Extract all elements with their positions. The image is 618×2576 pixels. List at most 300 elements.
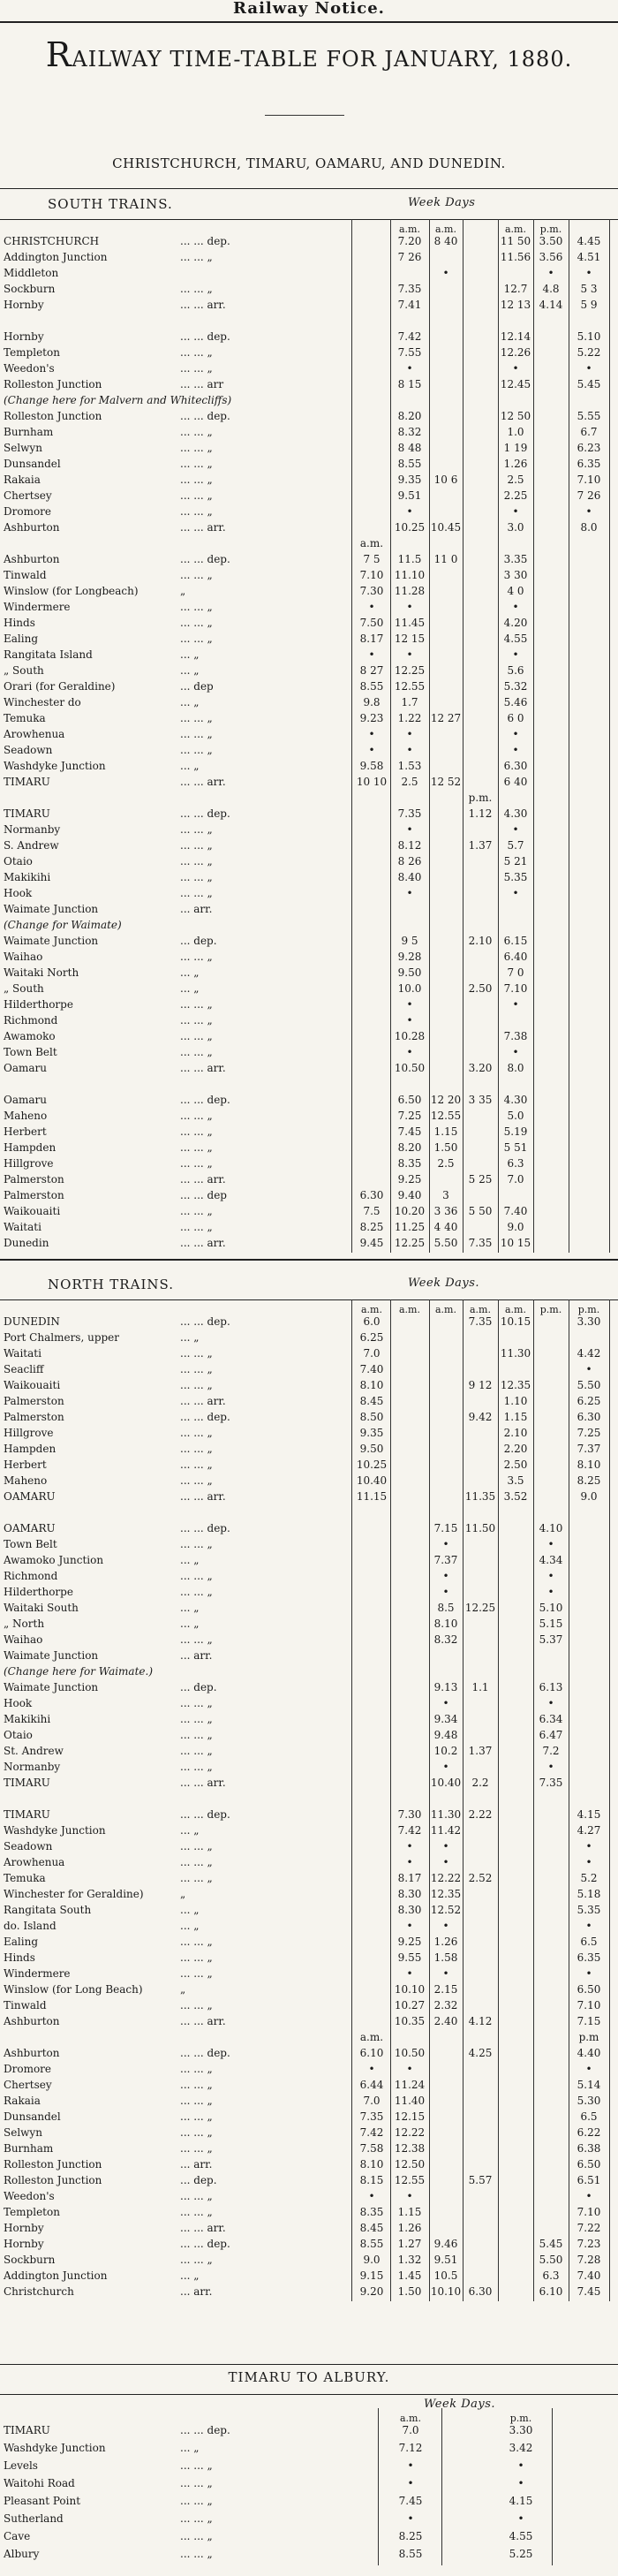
time-cell: 8.40 (397, 871, 422, 883)
arr-dep-marker: ... ... „ (180, 1427, 213, 1439)
time-cell: 8 40 (433, 235, 458, 247)
arr-dep-marker: „ (180, 585, 186, 597)
table-row (0, 1506, 618, 1519)
south-title: SOUTH TRAINS. (48, 196, 173, 212)
arr-dep-marker: ... ... „ (180, 1474, 213, 1487)
time-cell: 5.35 (577, 1904, 601, 1916)
arr-dep-marker: „ (180, 1888, 186, 1900)
time-cell: 7.41 (397, 299, 422, 311)
time-cell: 5.55 (577, 410, 601, 422)
arr-dep-marker: ... ... „ (180, 1840, 213, 1852)
time-cell: 4.40 (577, 2047, 601, 2059)
time-cell: 11.25 (394, 1221, 426, 1233)
time-cell: 11 0 (433, 553, 458, 565)
time-cell: 12.14 (500, 330, 531, 343)
time-cell: • (547, 1570, 554, 1582)
south-head-rule (0, 219, 618, 220)
time-cell: 7.20 (397, 235, 422, 247)
time-cell: • (368, 2190, 375, 2202)
table-row (0, 2190, 618, 2203)
time-cell: 5.18 (577, 1888, 601, 1900)
time-cell: 7.35 (539, 1777, 563, 1789)
station-name: Waitaki North (4, 966, 79, 979)
time-cell: 8.30 (397, 1888, 422, 1900)
table-row (0, 569, 618, 582)
station-name: CHRISTCHURCH (4, 235, 100, 247)
table-row (0, 1315, 618, 1329)
table-row (0, 2477, 618, 2490)
time-cell: 3.5 (507, 1474, 524, 1487)
station-name: Dromore (4, 505, 52, 518)
time-cell: 1.0 (507, 426, 524, 438)
table-row (0, 2459, 618, 2473)
table-row (0, 1125, 618, 1139)
table-row (0, 1363, 618, 1376)
time-cell: 6.23 (577, 442, 601, 454)
time-cell: 5.22 (577, 346, 601, 359)
station-name: Waikouaiti (4, 1379, 61, 1391)
arr-dep-marker: ... ... dep. (180, 2047, 230, 2059)
time-cell: 8.55 (359, 2238, 384, 2250)
arr-dep-marker: ... ... dep. (180, 1522, 230, 1534)
time-cell: 7 0 (507, 966, 524, 979)
table-row (0, 760, 618, 773)
time-cell: • (585, 1920, 592, 1932)
station-name: do. Island (4, 1920, 57, 1932)
station-name: Ealing (4, 1936, 38, 1948)
station-name: Sockburn (4, 283, 56, 295)
time-cell: 7.50 (359, 617, 384, 629)
page-title (0, 35, 618, 74)
time-cell: 7.10 (577, 2206, 601, 2218)
column-header: p.m. (539, 1304, 562, 1315)
time-cell: 8.0 (580, 521, 598, 534)
time-cell: 8.32 (433, 1633, 458, 1646)
time-cell: 9.50 (397, 966, 422, 979)
time-cell: 7.40 (359, 1363, 384, 1375)
time-cell: 10.5 (433, 2269, 458, 2282)
column-rule (441, 2408, 442, 2565)
arr-dep-marker: ... ... dep. (180, 1315, 230, 1328)
table-row (0, 935, 618, 948)
time-cell: 1.15 (433, 1125, 458, 1138)
time-cell: 10.2 (433, 1745, 458, 1757)
arr-dep-marker: ... ... „ (180, 1141, 213, 1154)
time-cell: • (406, 998, 413, 1011)
time-cell: 1.15 (503, 1411, 528, 1423)
station-name: TIMARU (4, 1777, 50, 1789)
time-cell: 8 27 (359, 664, 384, 677)
station-name: Port Chalmers, upper (4, 1331, 120, 1344)
time-cell: 7.35 (468, 1237, 493, 1249)
station-name: Rangitata South (4, 1904, 92, 1916)
time-cell: • (547, 1761, 554, 1773)
table-row (0, 966, 618, 980)
arr-dep-marker: ... ... „ (180, 489, 213, 502)
table-row (0, 871, 618, 884)
time-cell: 11.35 (464, 1490, 496, 1503)
table-row (0, 680, 618, 693)
station-name: (Change here for Malvern and Whitecliffs) (4, 394, 232, 406)
table-row (0, 2424, 618, 2437)
column-header: a.m. (399, 1304, 420, 1315)
time-cell: 12.55 (394, 2174, 426, 2186)
station-name: Palmerston (4, 1411, 64, 1423)
column-rule (351, 219, 352, 1253)
time-cell: 11.24 (394, 2079, 426, 2091)
time-cell: 7.2 (542, 1745, 560, 1757)
arr-dep-marker: ... ... dep. (180, 553, 230, 565)
table-row (0, 442, 618, 455)
arr-dep-marker: ... ... „ (180, 2512, 213, 2525)
column-rule (498, 219, 499, 1253)
column-header: p.m. (539, 224, 562, 235)
table-row (0, 2269, 618, 2283)
table-row (0, 648, 618, 662)
time-cell: 12.7 (503, 283, 528, 295)
arr-dep-marker: ... ... „ (180, 617, 213, 629)
station-name: Cave (4, 2530, 31, 2542)
table-row (0, 1141, 618, 1155)
table-row (0, 314, 618, 328)
time-cell: • (517, 2459, 524, 2472)
time-cell: 12.55 (394, 680, 426, 693)
station-name: Dromore (4, 2063, 52, 2075)
arr-dep-marker: ... ... „ (180, 728, 213, 740)
time-cell: 5 51 (503, 1141, 528, 1154)
time-cell: 4.15 (509, 2495, 533, 2507)
time-cell: 7.28 (577, 2254, 601, 2266)
column-header: a.m. (361, 1304, 382, 1315)
south-column-header (0, 223, 618, 236)
arr-dep-marker: ... ... „ (180, 362, 213, 375)
station-name: Palmerston (4, 1395, 64, 1407)
time-cell: 5.30 (577, 2095, 601, 2107)
time-cell: 1.58 (433, 1951, 458, 1964)
time-cell: 1.1 (471, 1681, 489, 1693)
time-cell: 4.25 (468, 2047, 493, 2059)
time-cell: 3.30 (577, 1315, 601, 1328)
time-cell: 12.22 (430, 1872, 462, 1884)
time-cell: 6.50 (577, 1983, 601, 1996)
arr-dep-marker: ... ... „ (180, 2477, 213, 2489)
column-header: a.m. (505, 224, 526, 235)
time-cell: 1.12 (468, 807, 493, 820)
arr-dep-marker: ... ... „ (180, 1125, 213, 1138)
table-row (0, 887, 618, 900)
time-cell: 9.48 (433, 1729, 458, 1741)
table-row (0, 489, 618, 503)
time-cell: • (585, 267, 592, 279)
column-rule (429, 1299, 430, 2301)
time-cell: 12 52 (430, 776, 462, 788)
time-cell: • (547, 1538, 554, 1550)
table-row (0, 1618, 618, 1631)
time-cell: • (406, 2063, 413, 2075)
time-cell: a.m. (359, 2031, 384, 2043)
table-row (0, 1792, 618, 1806)
time-cell: 10.50 (394, 2047, 426, 2059)
time-cell: 8.0 (507, 1062, 524, 1074)
station-name: Richmond (4, 1570, 58, 1582)
arr-dep-marker: ... ... „ (180, 1110, 213, 1122)
time-cell: • (407, 2512, 414, 2525)
time-cell: 7 5 (363, 553, 381, 565)
time-cell: 9.35 (359, 1427, 384, 1439)
arr-dep-marker: ... ... „ (180, 505, 213, 518)
table-row (0, 1920, 618, 1933)
column-rule (463, 1299, 464, 2301)
time-cell: 8.10 (359, 2158, 384, 2171)
time-cell: 2.5 (507, 474, 524, 486)
time-cell: 5.19 (503, 1125, 528, 1138)
time-cell: 12 50 (500, 410, 531, 422)
route-heading: CHRISTCHURCH, TIMARU, OAMARU, AND DUNEDIN. (112, 155, 506, 171)
time-cell: • (442, 1586, 449, 1598)
station-name: Tinwald (4, 569, 47, 581)
arr-dep-marker: ... ... „ (180, 1046, 213, 1058)
time-cell: 7.15 (577, 2015, 601, 2027)
arr-dep-marker: ... ... arr. (180, 1173, 226, 1186)
table-row (0, 664, 618, 678)
table-row (0, 267, 618, 280)
table-row (0, 2442, 618, 2455)
time-cell: 9.25 (397, 1936, 422, 1948)
time-cell: 3.52 (503, 1490, 528, 1503)
time-cell: 6.3 (507, 1157, 524, 1170)
station-name: Hook (4, 887, 33, 899)
arr-dep-marker: ... ... arr. (180, 1237, 226, 1249)
table-row (0, 1458, 618, 1472)
table-row (0, 1951, 618, 1965)
column-rule (533, 1299, 534, 2301)
table-row (0, 1157, 618, 1171)
station-name: Hillgrove (4, 1427, 54, 1439)
table-row (0, 1189, 618, 1202)
station-name: Waitati (4, 1221, 41, 1233)
time-cell: • (547, 1697, 554, 1709)
time-cell: 10.25 (394, 521, 426, 534)
time-cell: 12 20 (430, 1094, 462, 1106)
time-cell: 10.28 (394, 1030, 426, 1042)
time-cell: 6.0 (363, 1315, 381, 1328)
table-row (0, 1062, 618, 1075)
time-cell: • (512, 823, 519, 836)
time-cell: • (442, 1697, 449, 1709)
station-name: Otaio (4, 855, 33, 868)
time-cell: 5.45 (577, 378, 601, 390)
station-name: Maheno (4, 1110, 48, 1122)
time-cell: 6.10 (539, 2285, 563, 2298)
station-name: Oamaru (4, 1062, 47, 1074)
arr-dep-marker: ... dep. (180, 935, 217, 947)
time-cell: 6.44 (359, 2079, 384, 2091)
station-name: Waimate Junction (4, 903, 99, 915)
arr-dep-marker: ... ... „ (180, 2548, 213, 2560)
column-rule (390, 1299, 391, 2301)
table-row (0, 1030, 618, 1043)
time-cell: 2.32 (433, 1999, 458, 2012)
time-cell: 2.5 (437, 1157, 455, 1170)
time-cell: 5.50 (539, 2254, 563, 2266)
time-cell: 8.15 (359, 2174, 384, 2186)
station-name: Orari (for Geraldine) (4, 680, 116, 693)
arr-dep-marker: ... ... „ (180, 346, 213, 359)
time-cell: 10.27 (394, 1999, 426, 2012)
station-name: Dunsandel (4, 458, 61, 470)
time-cell: 2.40 (433, 2015, 458, 2027)
time-cell: • (512, 648, 519, 661)
arr-dep-marker: ... ... dep. (180, 1411, 230, 1423)
time-cell: 8.20 (397, 410, 422, 422)
station-name: TIMARU (4, 1808, 50, 1821)
time-cell: 7.42 (397, 1824, 422, 1837)
station-name: (Change here for Waimate.) (4, 1665, 154, 1678)
time-cell: • (585, 2190, 592, 2202)
arr-dep-marker: ... ... „ (180, 871, 213, 883)
arr-dep-marker: ... „ (180, 760, 200, 772)
column-rule (390, 219, 391, 1253)
station-name: DUNEDIN (4, 1315, 60, 1328)
time-cell: 7.10 (503, 982, 528, 995)
time-cell: • (585, 1856, 592, 1868)
station-name: Rolleston Junction (4, 2174, 102, 2186)
arr-dep-marker: ... ... „ (180, 1761, 213, 1773)
column-header: a.m. (435, 1304, 456, 1315)
table-row (0, 537, 618, 550)
table-row (0, 744, 618, 757)
time-cell: 9.51 (397, 489, 422, 502)
station-name: Dunsandel (4, 2110, 61, 2123)
column-header: p.m. (509, 2413, 532, 2424)
arr-dep-marker: ... ... „ (180, 1967, 213, 1980)
time-cell: 7.0 (363, 2095, 381, 2107)
albury-top-rule (0, 2394, 618, 2395)
time-cell: 4.10 (539, 1522, 563, 1534)
time-cell: 8.32 (397, 426, 422, 438)
arr-dep-marker: ... ... „ (180, 712, 213, 724)
arr-dep-marker: ... ... arr. (180, 1395, 226, 1407)
column-header: a.m. (400, 2413, 421, 2424)
table-row (0, 823, 618, 837)
column-header: a.m. (399, 224, 420, 235)
table-row (0, 1761, 618, 1774)
arr-dep-marker: ... ... „ (180, 1014, 213, 1027)
time-cell: 7.37 (433, 1554, 458, 1566)
time-cell: 11.15 (356, 1490, 388, 1503)
time-cell: 4.8 (542, 283, 560, 295)
station-name: Town Belt (4, 1046, 57, 1058)
time-cell: • (368, 744, 375, 756)
time-cell: • (547, 267, 554, 279)
time-cell: 12.25 (394, 1237, 426, 1249)
arr-dep-marker: ... „ (180, 982, 200, 995)
station-name: Normanby (4, 1761, 61, 1773)
time-cell: • (407, 2459, 414, 2472)
arr-dep-marker: ... „ (180, 2269, 200, 2282)
time-cell: • (442, 1570, 449, 1582)
station-name: „ South (4, 982, 44, 995)
table-row (0, 919, 618, 932)
time-cell: 8.30 (397, 1904, 422, 1916)
station-name: Palmerston (4, 1173, 64, 1186)
arr-dep-marker: ... arr. (180, 2285, 213, 2298)
column-rule (609, 1299, 610, 2301)
table-row (0, 283, 618, 296)
station-name: Waitaki South (4, 1602, 79, 1614)
table-row (0, 1427, 618, 1440)
table-row (0, 585, 618, 598)
time-cell: 8.10 (359, 1379, 384, 1391)
table-row (0, 839, 618, 852)
arr-dep-marker: ... ... „ (180, 569, 213, 581)
arr-dep-marker: ... „ (180, 1920, 200, 1932)
time-cell: 9.35 (397, 474, 422, 486)
arr-dep-marker: ... ... „ (180, 458, 213, 470)
time-cell: 9.40 (397, 1189, 422, 1201)
station-name: Hook (4, 1697, 33, 1709)
time-cell: 6.35 (577, 458, 601, 470)
time-cell: 8 48 (397, 442, 422, 454)
station-name: Burnham (4, 426, 54, 438)
time-cell: 8.10 (433, 1618, 458, 1630)
arr-dep-marker: ... „ (180, 648, 200, 661)
time-cell: 2.10 (503, 1427, 528, 1439)
arr-dep-marker: ... ... „ (180, 1157, 213, 1170)
station-name: OAMARU (4, 1490, 56, 1503)
table-row (0, 1205, 618, 1218)
south-bottom-rule (0, 1259, 618, 1261)
table-row (0, 1221, 618, 1234)
time-cell: • (442, 1761, 449, 1773)
time-cell: 5.35 (503, 871, 528, 883)
time-cell: 5.25 (509, 2548, 533, 2560)
time-cell: 10 10 (356, 776, 388, 788)
arr-dep-marker: ... ... „ (180, 2190, 213, 2202)
table-row (0, 2222, 618, 2235)
table-row (0, 1681, 618, 1694)
arr-dep-marker: ... ... „ (180, 2079, 213, 2091)
station-name: Hillgrove (4, 1157, 54, 1170)
station-name: Pleasant Point (4, 2495, 81, 2507)
time-cell: 1.15 (397, 2206, 422, 2218)
table-row (0, 1379, 618, 1392)
time-cell: • (585, 1840, 592, 1852)
time-cell: 11.10 (394, 569, 426, 581)
time-cell: 3.0 (507, 521, 524, 534)
time-cell: 6 0 (507, 712, 524, 724)
time-cell: 3.42 (509, 2442, 533, 2454)
time-cell: 2.25 (503, 489, 528, 502)
arr-dep-marker: ... „ (180, 1602, 200, 1614)
station-name: Rolleston Junction (4, 410, 102, 422)
table-row (0, 2031, 618, 2044)
time-cell: 2.50 (503, 1458, 528, 1471)
time-cell: 6.50 (577, 2158, 601, 2171)
table-row (0, 2158, 618, 2171)
arr-dep-marker: ... ... „ (180, 2459, 213, 2472)
time-cell: 7.23 (577, 2238, 601, 2250)
station-name: Winchester for Geraldine) (4, 1888, 144, 1900)
time-cell: 10.50 (394, 1062, 426, 1074)
arr-dep-marker: ... ... arr. (180, 299, 226, 311)
time-cell: • (547, 1586, 554, 1598)
time-cell: 9.58 (359, 760, 384, 772)
station-name: Windermere (4, 1967, 71, 1980)
arr-dep-marker: ... arr. (180, 1649, 213, 1662)
time-cell: 1.45 (397, 2269, 422, 2282)
table-row (0, 1078, 618, 1091)
